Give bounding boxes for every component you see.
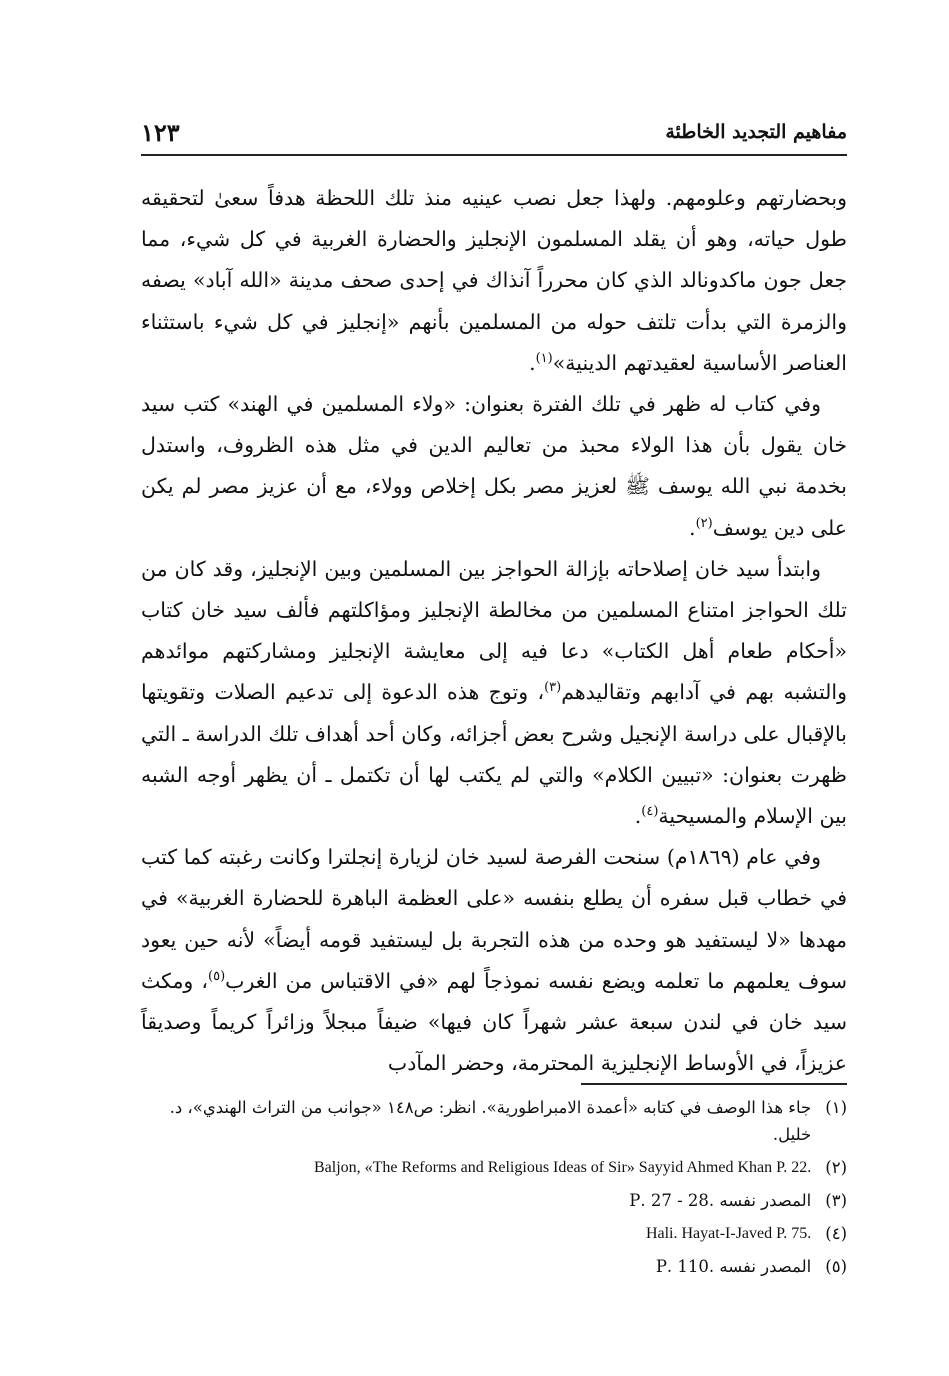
footnote-separator	[581, 1083, 847, 1085]
footnote-text: جاء هذا الوصف في كتابه «أعمدة الامبراطورية». انظر: ص١٤٨ «جوانب من التراث الهندي»، د. خليل.	[169, 1098, 812, 1144]
paragraph-text: .	[529, 350, 536, 375]
footnote-reference: (٢)	[695, 515, 713, 531]
footnote-marker: (١)	[825, 1098, 847, 1117]
footnote-marker: (٥)	[825, 1257, 847, 1276]
footnote-marker: (٤)	[825, 1224, 847, 1243]
footnote-marker: (٢)	[825, 1158, 847, 1177]
footnote-item	[138, 1220, 847, 1247]
main-text	[141, 178, 847, 1084]
footnote-marker: (٣)	[825, 1191, 847, 1210]
paragraph-text: ، وتوج هذه الدعوة إلى تدعيم الصلات وتقويتها بالإقبال على دراسة الإنجيل وشرح بعض أجزائه، وكان أحد أهداف تلك الدراسة ـ التي ظهرت بعنوان: «تبيين الكلام» والتي لم يكتب لها أن تكتمل ـ أن يظهر أوجه الشبه بين الإسلام والمسيحية	[141, 680, 847, 829]
footnote-latin-text: Baljon, «The Reforms and Religious Ideas of Sir» Sayyid Ahmed Khan P. 22.	[313, 1159, 812, 1176]
paragraph-text: .	[634, 804, 642, 829]
footnote-reference: (٣)	[544, 680, 562, 696]
paragraph-text: ، ومكث سيد خان في لندن سبعة عشر شهراً كان فيها» ضيفاً مبجلاً وزائراً كريماً وصديقاً عزيزاً، في الأوساط الإنجليزية المحترمة، وحضر المآدب	[141, 968, 847, 1076]
footnotes	[138, 1094, 847, 1286]
paragraph	[141, 384, 847, 549]
footnote-reference: (٥)	[208, 969, 226, 985]
footnote-item	[138, 1094, 847, 1148]
paragraph-text: .	[689, 515, 696, 540]
running-title: مفاهيم التجديد الخاطئة	[665, 121, 847, 143]
paragraph	[141, 549, 847, 837]
paragraph	[141, 178, 847, 384]
footnote-text: المصدر نفسه .28 - 27 .P	[629, 1191, 812, 1210]
footnote-reference: (١)	[535, 350, 553, 366]
paragraph-text: وبحضارتهم وعلومهم. ولهذا جعل نصب عينيه منذ تلك اللحظة هدفاً سعىٰ لتحقيقه طول حياته، وهو أن يقلد المسلمون الإنجليز والحضارة الغربية في كل شيء، مما جعل جون ماكدونالد الذي كان محرراً آنذاك في إحدى صحف مدينة «الله آباد» يصفه والزمرة التي بدأت تلتف حوله من المسلمين بأنهم «إنجليز في كل شيء باستثناء العناصر الأساسية لعقيدتهم الدينية»	[141, 186, 847, 375]
page-number: ١٢٣	[141, 117, 180, 147]
footnote-reference: (٤)	[641, 804, 659, 820]
footnote-item	[138, 1154, 847, 1181]
footnote-item	[138, 1187, 847, 1214]
footnote-text	[138, 1220, 811, 1247]
footnote-item	[138, 1253, 847, 1280]
paragraph	[141, 837, 847, 1084]
footnote-text	[138, 1154, 811, 1181]
paragraph-text: وفي كتاب له ظهر في تلك الفترة بعنوان: «ولاء المسلمين في الهند» كتب سيد خان يقول بأن هذا الولاء محبذ من تعاليم الدين في مثل هذه الظروف، واستدل بخدمة نبي الله يوسف ﷺ لعزيز مصر بكل إخلاص وولاء، مع أن عزيز مصر لم يكن على دين يوسف	[141, 392, 847, 540]
running-header	[141, 110, 847, 156]
paragraph-text: وابتدأ سيد خان إصلاحاته بإزالة الحواجز بين المسلمين وبين الإنجليز، وقد كان من تلك الحواجز امتناع المسلمين من مخالطة الإنجليز ومؤاكلتهم فألف سيد خان كتاب «أحكام طعام أهل الكتاب» دعا فيه إلى معايشة الإنجليز ومشاركتهم موائدهم والتشبه بهم في آدابهم وتقاليدهم	[141, 556, 847, 705]
footnote-text: المصدر نفسه .110 .P	[655, 1257, 812, 1276]
footnote-latin-text: Hali. Hayat-I-Javed P. 75.	[645, 1225, 812, 1242]
paragraph-text: وفي عام (١٨٦٩م) سنحت الفرصة لسيد خان لزيارة إنجلترا وكانت رغبته كما كتب في خطاب قبل سفره أن يطلع بنفسه «على العظمة الباهرة للحضارة الغربية» في مهدها «لا ليستفيد هو وحده من هذه التجربة بل ليستفيد قومه أيضاً» لأنه حين يعود سوف يعلمهم ما تعلمه ويضع نفسه نموذجاً لهم «في الاقتباس من الغرب	[141, 845, 847, 993]
